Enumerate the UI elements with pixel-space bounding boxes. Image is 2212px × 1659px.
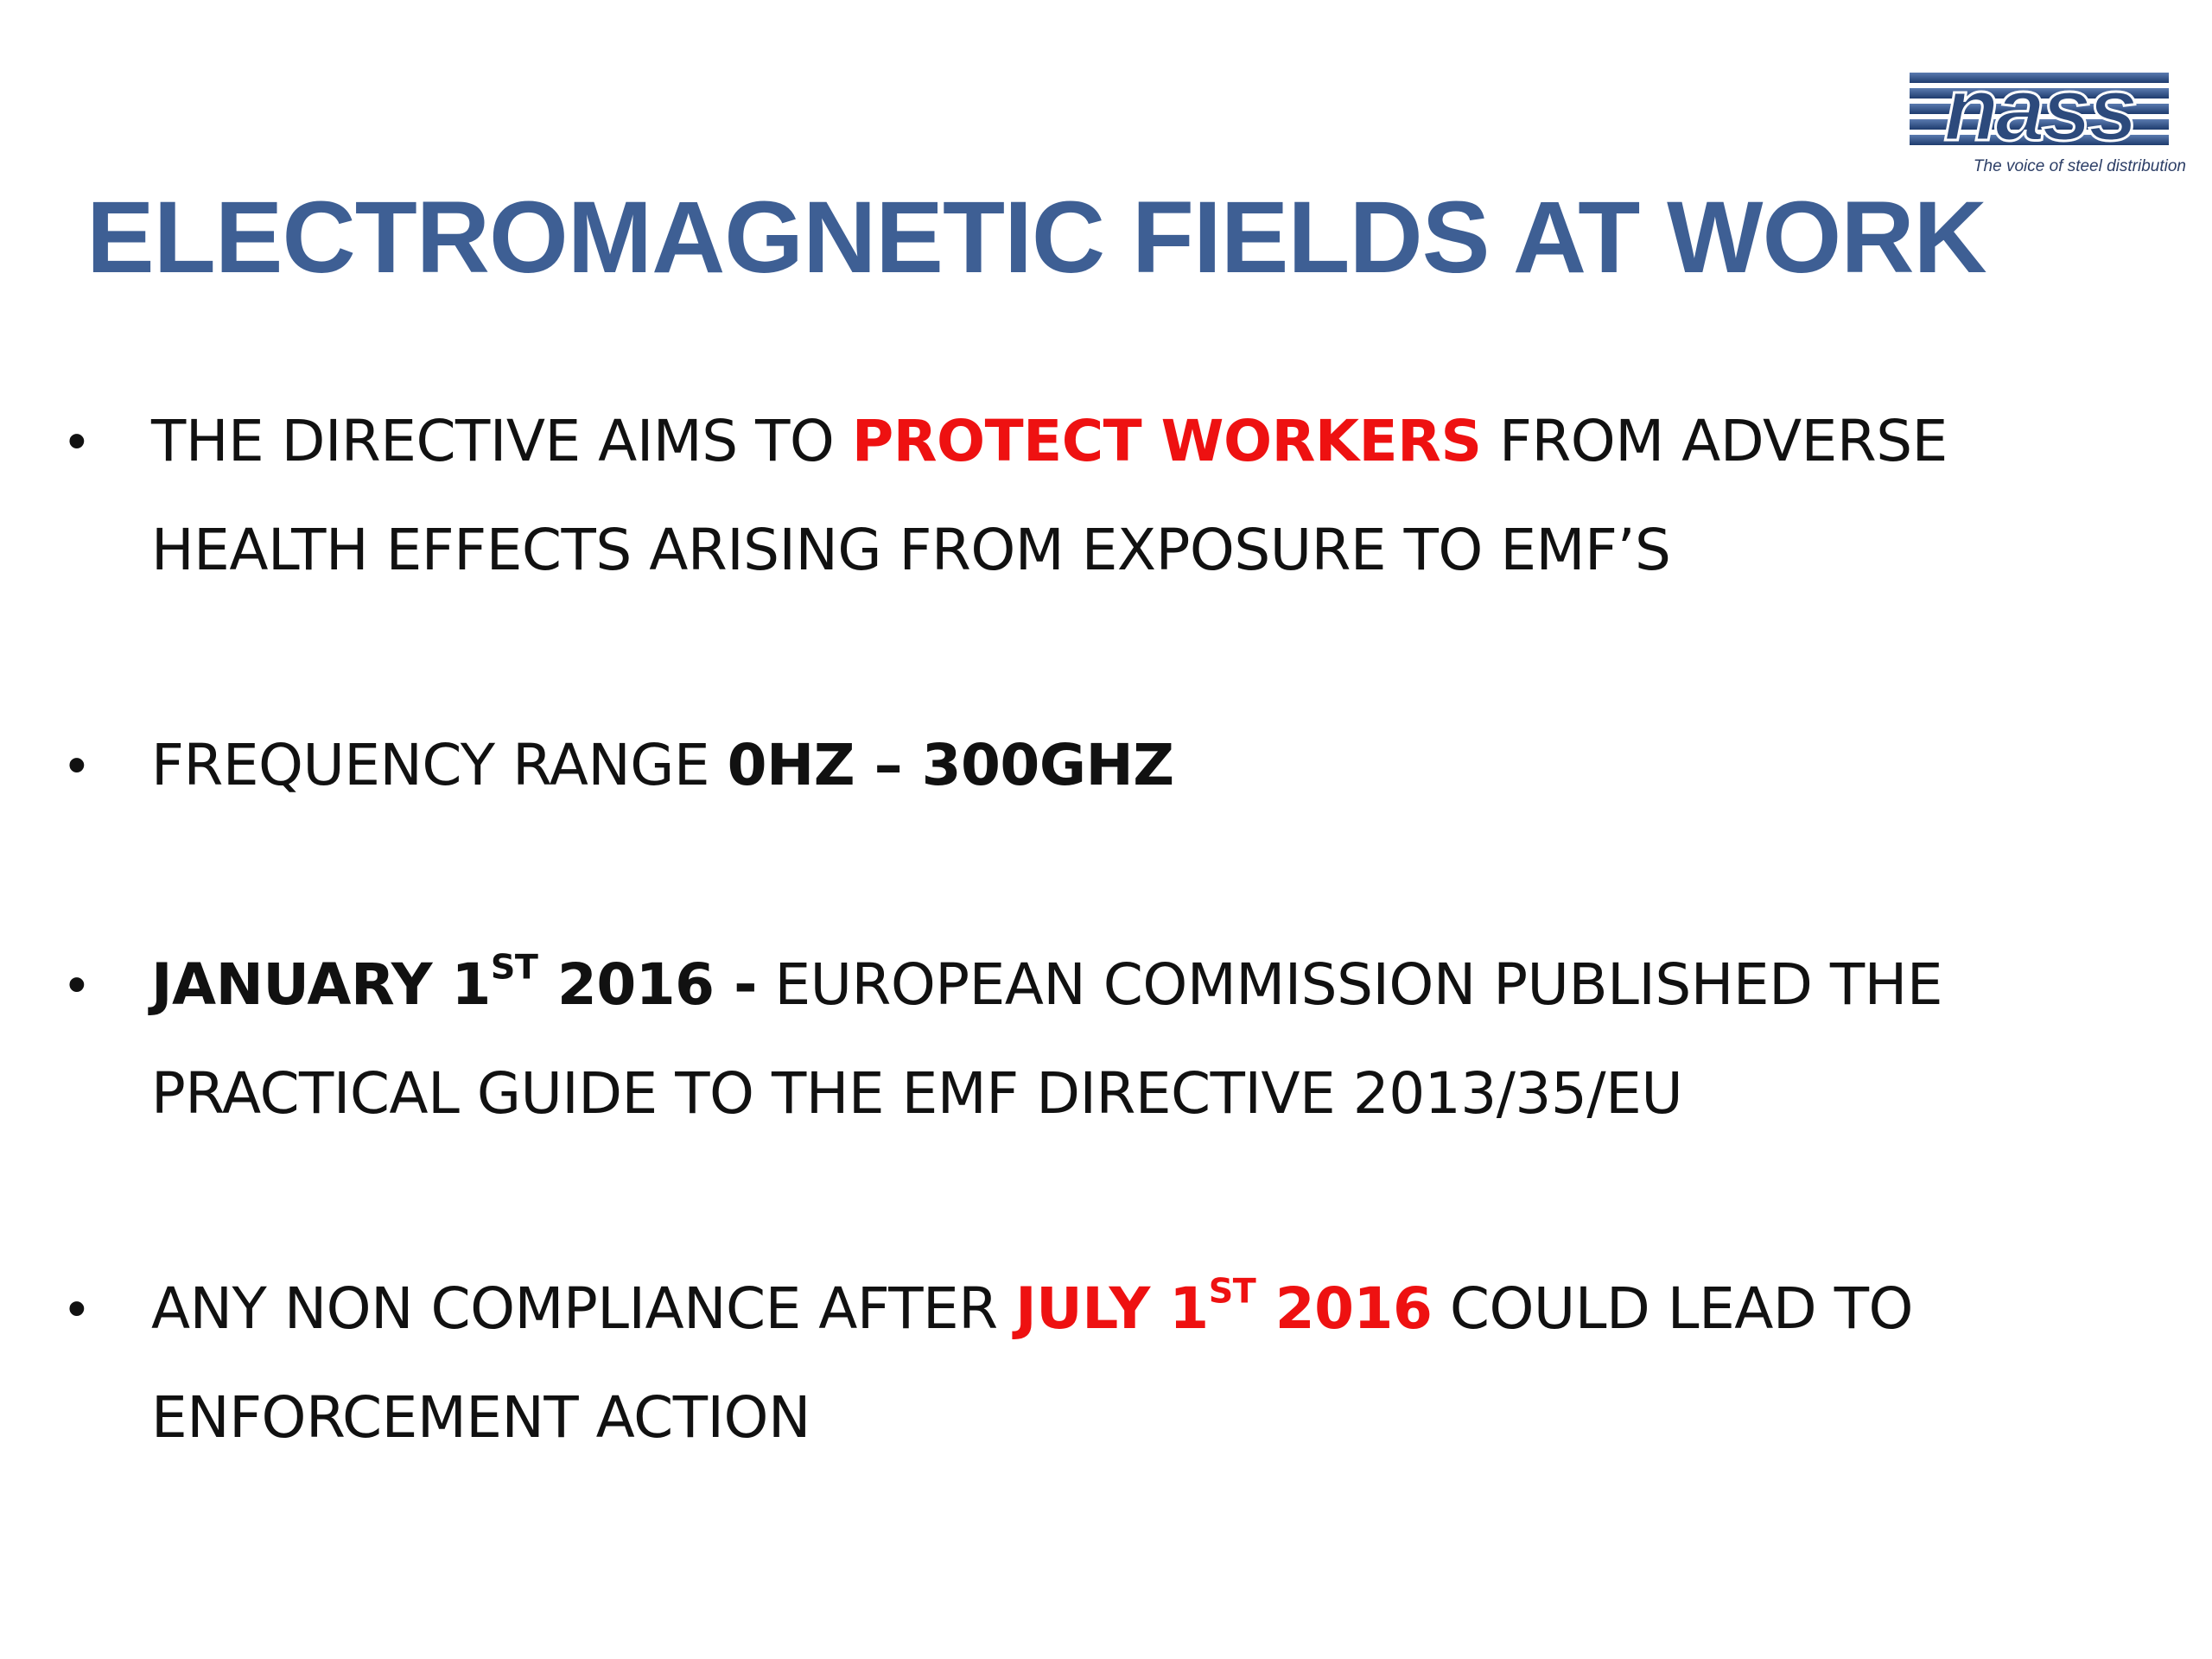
frequency-range-value: 0HZ – 300GHZ — [727, 732, 1174, 798]
bullet-text-segment: FREQUENCY RANGE — [151, 732, 728, 798]
bullet-text-segment: FROM ADVERSE — [1481, 408, 1948, 474]
bullet-line: PRACTICAL GUIDE TO THE EMF DIRECTIVE 2013/35/EU — [151, 1060, 1683, 1127]
bullet-dot-icon: • — [67, 735, 86, 795]
bullet-text-segment: EUROPEAN COMMISSION PUBLISHED THE — [756, 951, 1943, 1018]
highlight-protect-workers: PROTECT WORKERS — [851, 408, 1482, 474]
bullet-line: HEALTH EFFECTS ARISING FROM EXPOSURE TO EMF’S — [151, 517, 1671, 583]
nass-logo-letters: nass — [1943, 69, 2135, 149]
bullet-dot-icon: • — [67, 1279, 86, 1338]
nass-logo-mark — [1910, 69, 2169, 149]
date-july-highlight — [1015, 1271, 1433, 1342]
date-text: JANUARY 1 — [151, 951, 491, 1018]
bullet-line: ENFORCEMENT ACTION — [151, 1384, 810, 1451]
date-ordinal: ST — [1208, 1271, 1256, 1312]
bullet-line — [151, 1255, 2139, 1363]
date-text: 2016 - — [537, 951, 757, 1018]
bullet-dot-icon: • — [67, 411, 86, 471]
slide-title: ELECTROMAGNETIC FIELDS AT WORK — [86, 181, 1986, 295]
date-ordinal: ST — [490, 947, 538, 988]
date-january — [151, 947, 757, 1018]
nass-logo — [1901, 69, 2186, 181]
bullet-dot-icon: • — [67, 955, 86, 1014]
bullet-text-segment: THE DIRECTIVE AIMS TO — [151, 408, 852, 474]
bullet-text-segment: ANY NON COMPLIANCE AFTER — [151, 1275, 1016, 1342]
logo-tagline: The voice of steel distribution — [1973, 157, 2186, 175]
bullet-line — [151, 711, 2139, 820]
date-text: JULY 1 — [1015, 1275, 1209, 1342]
bullet-line — [151, 387, 2139, 496]
date-text: 2016 — [1255, 1275, 1433, 1342]
bullet-line — [151, 931, 2139, 1039]
bullet-text-segment: COULD LEAD TO — [1432, 1275, 1913, 1342]
